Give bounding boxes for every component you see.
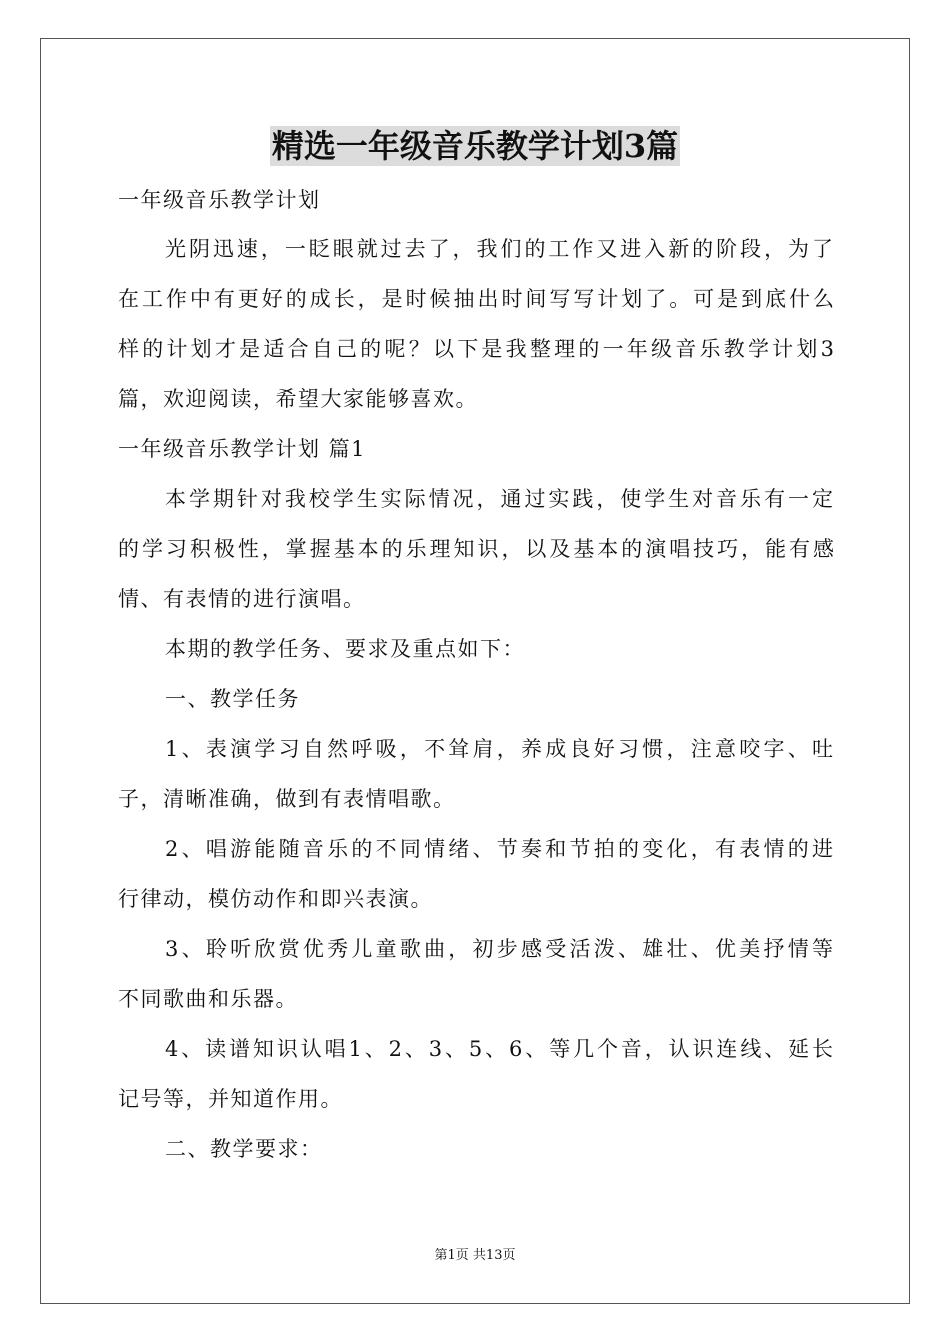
- paragraph-line: 在工作中有更好的成长，是时候抽出时间写写计划了。可是到底什么: [118, 287, 834, 311]
- section-heading: 一年级音乐教学计划: [118, 188, 321, 212]
- paragraph-line: 篇，欢迎阅读，希望大家能够喜欢。: [118, 387, 478, 411]
- paragraph-line: 本期的教学任务、要求及重点如下：: [165, 637, 525, 661]
- list-item-line: 不同歌曲和乐器。: [118, 987, 298, 1011]
- paragraph-line: 样的计划才是适合自己的呢？以下是我整理的一年级音乐教学计划3: [118, 337, 834, 361]
- paragraph-line: 本学期针对我校学生实际情况，通过实践，使学生对音乐有一定: [165, 487, 833, 511]
- list-item-line: 记号等，并知道作用。: [118, 1087, 343, 1111]
- paragraph-line: 的学习积极性，掌握基本的乐理知识，以及基本的演唱技巧，能有感: [118, 537, 834, 561]
- list-item-line: 行律动，模仿动作和即兴表演。: [118, 887, 433, 911]
- subsection-heading: 一、教学任务: [165, 687, 300, 711]
- list-item-line: 3、聆听欣赏优秀儿童歌曲，初步感受活泼、雄壮、优美抒情等: [165, 937, 833, 961]
- subsection-heading: 二、教学要求：: [165, 1137, 323, 1161]
- list-item-line: 子，清晰准确，做到有表情唱歌。: [118, 787, 456, 811]
- paragraph-line: 光阴迅速，一眨眼就过去了，我们的工作又进入新的阶段，为了: [165, 237, 833, 261]
- list-item-line: 4、读谱知识认唱1、2、3、5、6、等几个音，认识连线、延长: [165, 1037, 833, 1061]
- page-border: [40, 38, 910, 1304]
- page-footer: 第1页 共13页: [434, 1248, 516, 1263]
- paragraph-line: 情、有表情的进行演唱。: [118, 587, 366, 611]
- document-title: 精选一年级音乐教学计划3篇: [271, 127, 679, 165]
- list-item-line: 2、唱游能随音乐的不同情绪、节奏和节拍的变化，有表情的进: [165, 837, 833, 861]
- section-heading: 一年级音乐教学计划 篇1: [118, 437, 367, 461]
- list-item-line: 1、表演学习自然呼吸，不耸肩，养成良好习惯，注意咬字、吐: [165, 737, 833, 761]
- document-title-wrap: [0, 126, 950, 166]
